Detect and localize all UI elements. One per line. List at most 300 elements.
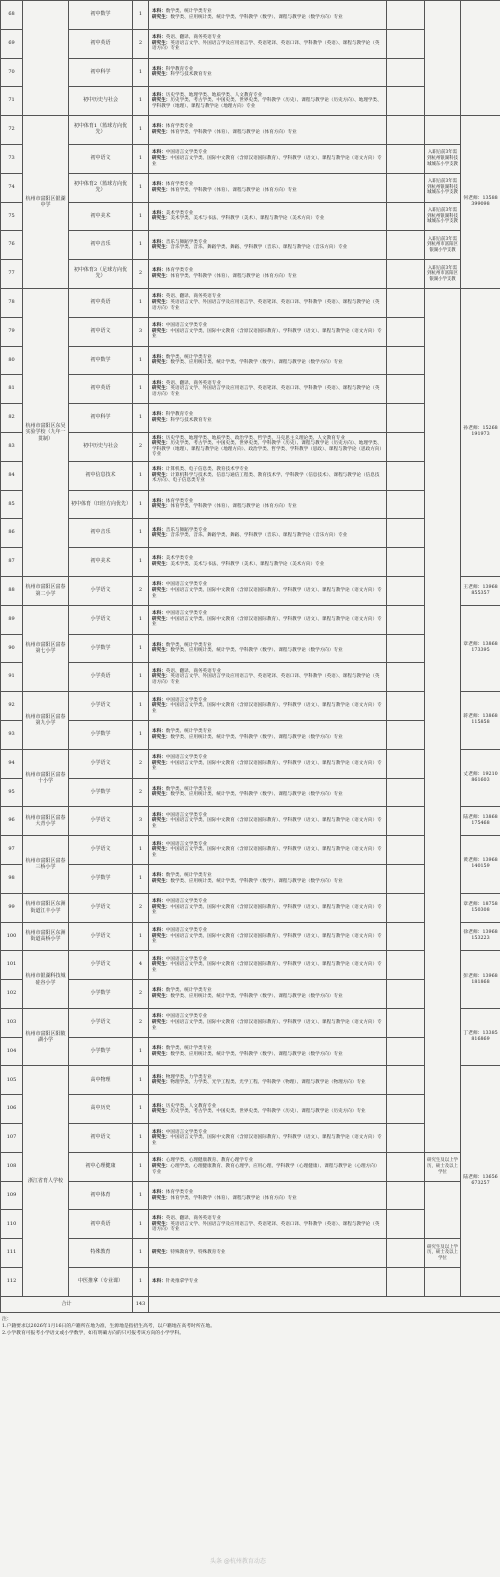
undergrad-label: 本科： [152,956,166,962]
school-name: 杭州市富阳区富春第九小学 [23,692,69,750]
major-requirement [149,404,387,433]
grad-label: 研究生： [152,562,171,568]
grad-majors: 数学类、应用统计类、统计学类、学科教学（数学）、课程与教学论（数学方向）专业 [170,993,343,999]
grad-majors: 中国语言文学类、国际中文教育（含原汉语国际教育）、学科教学（语文）、课程与教学论（语文方向）专业 [152,156,382,167]
remark: 研究生及以上学历，硕士及以上学位 [425,1152,461,1181]
major-requirement [149,778,387,807]
hire-count: 1 [133,1210,149,1239]
row-number: 78 [1,288,23,317]
major-requirement [149,576,387,605]
grad-label: 研究生： [152,760,171,766]
other-condition [387,461,425,490]
contact-info: 丁老师：13385816869 [461,1008,500,1066]
grad-majors: 数学类、应用统计类、统计学类、学科教学（数学）、课程与教学论（数学方向）专业 [170,14,343,20]
hire-count: 2 [133,1008,149,1037]
subject-name: 小学数学 [69,980,133,1009]
undergrad-label: 本科： [152,380,166,386]
subject-name: 高中物理 [69,1066,133,1095]
hire-count: 1 [133,1268,149,1297]
undergrad-label: 本科： [152,642,166,648]
major-requirement [149,1037,387,1066]
contact-info: 徐老师：13968153223 [461,922,500,951]
undergrad-label: 本科： [152,150,166,156]
grad-majors: 中国语言文学类、国际中文教育（含原汉语国际教育）、学科教学（语文）、课程与教学论（语文方向）专业 [152,1019,382,1031]
grad-label: 研究生： [152,1221,171,1227]
major-requirement [149,317,387,346]
grad-majors: 中国语言文学类、国际中文教育（含原汉语国际教育）、学科教学（语文）、课程与教学论（语文方向）专业 [152,962,382,973]
other-condition [387,346,425,375]
hire-count: 1 [133,836,149,865]
other-condition [387,749,425,778]
grad-majors: 中国语言文学类、国际中文教育（含原汉语国际教育）、学科教学（语文）、课程与教学论（语文方向）专业 [152,904,382,916]
table-row [1,144,500,173]
other-condition [387,375,425,404]
subject-name: 初中体育2（篮球方向优先） [69,173,133,202]
other-condition [387,836,425,865]
major-requirement [149,29,387,58]
major-requirement [149,1095,387,1124]
undergrad-majors: 中国语言文学类专业 [165,611,208,617]
hire-count: 2 [133,29,149,58]
other-condition [387,288,425,317]
undergrad-majors: 数学类、统计学类专业 [165,729,212,735]
major-requirement [149,1181,387,1210]
subject-name: 初中体育（田径方向优先） [69,490,133,519]
undergrad-label: 本科： [152,412,166,418]
subject-name: 初中科学 [69,404,133,433]
other-condition [387,576,425,605]
other-condition [387,1037,425,1066]
other-condition [387,87,425,116]
other-condition [387,807,425,836]
hire-count: 1 [133,144,149,173]
subject-name: 小学数学 [69,864,133,893]
grad-label: 研究生： [152,533,171,539]
undergrad-label: 本科： [152,988,166,994]
grad-label: 研究生： [152,245,171,251]
total-value: 143 [133,1296,149,1312]
undergrad-label: 本科： [152,812,166,818]
undergrad-majors: 中国语言文学类专业 [165,928,208,933]
table-row [1,231,500,260]
grad-label: 研究生： [152,847,171,853]
other-condition [387,1124,425,1153]
grad-majors: 数学类、应用统计类、统计学类、学科教学（数学）、课程与教学论（数学方向）专业 [170,878,343,884]
major-requirement [149,231,387,260]
undergrad-majors: 音乐与舞蹈学类专业 [165,527,208,533]
row-number: 96 [1,807,23,836]
undergrad-label: 本科： [152,9,166,15]
other-condition [387,29,425,58]
grad-label: 研究生： [152,1135,171,1141]
other-condition [387,1,425,30]
remark: 入职后前3年需到杭州银湖科技城城东小学支教 [425,202,461,231]
grad-label: 研究生： [152,504,171,510]
undergrad-majors: 历史学类、人文教育专业 [165,1103,217,1109]
row-number: 86 [1,519,23,548]
other-condition [387,490,425,519]
grad-label: 研究生： [152,40,171,46]
grad-label: 研究生： [152,993,171,999]
school-name: 杭州市富阳区富春十小学 [23,749,69,807]
hire-count: 1 [133,634,149,663]
grad-label: 研究生： [152,1109,171,1115]
other-condition [387,864,425,893]
row-number: 110 [1,1210,23,1239]
grad-majors: 科学与技术教育专业 [170,418,212,424]
subject-name: 小学语文 [69,1008,133,1037]
grad-label: 研究生： [152,441,171,447]
row-number: 81 [1,375,23,404]
hire-count: 1 [133,490,149,519]
row-number: 71 [1,87,23,116]
row-number: 88 [1,576,23,605]
major-requirement [149,288,387,317]
other-condition [387,922,425,951]
contact-info: 何老师：13588399098 [461,116,500,289]
grad-majors: 英语语言文学、外国语言学及应用语言学、英语笔译、英语口译、学科教学（英语）、课程与教学论（英语方向）专业 [152,674,380,686]
row-number: 98 [1,864,23,893]
undergrad-majors: 历史学类、地理学类、地质学类、人文教育专业 [165,92,263,98]
hire-count: 3 [133,807,149,836]
row-number: 77 [1,260,23,289]
grad-majors: 数学类、应用统计类、统计学类、学科教学（数学）、课程与教学论（数学方向）专业 [170,734,343,740]
school-name: 杭州市银湖科技城硅谷小学 [23,951,69,1009]
footnote-line: 注： [2,1316,12,1322]
major-requirement [149,1152,387,1181]
undergrad-majors: 音乐与舞蹈学类专业 [165,239,208,245]
hire-count: 1 [133,720,149,749]
major-requirement [149,1210,387,1239]
major-requirement [149,605,387,634]
total-label: 合计 [1,1296,133,1312]
undergrad-label: 本科： [152,611,166,617]
undergrad-label: 本科： [152,268,166,274]
remark [425,116,461,145]
hire-count: 1 [133,288,149,317]
other-condition [387,432,425,461]
undergrad-label: 本科： [152,755,166,761]
subject-name: 初中语文 [69,144,133,173]
row-number: 93 [1,720,23,749]
contact-info: 章老师：18758150308 [461,893,500,922]
hire-count: 1 [133,116,149,145]
major-requirement [149,692,387,721]
grad-majors: 体育学类、学科教学（体育）、课程与教学论（体育方向）专业 [170,130,297,136]
hire-count: 1 [133,1037,149,1066]
grad-label: 研究生： [152,360,171,366]
total-row [1,1296,500,1312]
subject-name: 特殊教育 [69,1239,133,1268]
other-condition [387,58,425,87]
table-row [1,116,500,145]
hire-count: 1 [133,864,149,893]
contact-info: 王老师：13968855357 [461,576,500,605]
remark: 入职后前3年需到杭州银湖科技城城东小学支教 [425,144,461,173]
subject-name: 小学语文 [69,576,133,605]
school-name: 杭州市富阳区东洲街道高桥小学 [23,922,69,951]
grad-label: 研究生： [152,878,171,884]
major-requirement [149,548,387,577]
major-requirement [149,980,387,1009]
undergrad-label: 本科： [152,182,166,188]
subject-name: 初中体育1（篮球方向优先） [69,116,133,145]
other-condition [387,202,425,231]
remark [425,1,461,116]
subject-name: 初中历史与社会 [69,87,133,116]
hire-count: 1 [133,404,149,433]
undergrad-majors: 物理学类、力学类专业 [165,1074,212,1080]
grad-label: 研究生： [152,1051,171,1057]
subject-name: 小学数学 [69,720,133,749]
hire-count: 1 [133,1,149,30]
hire-count: 2 [133,260,149,289]
undergrad-majors: 中国语言文学类专业 [165,150,208,156]
other-condition [387,1181,425,1210]
undergrad-label: 本科： [152,498,166,504]
subject-name: 初中英语 [69,29,133,58]
undergrad-label: 本科： [152,697,166,703]
subject-name: 初中英语 [69,1210,133,1239]
subject-name: 小学数学 [69,778,133,807]
undergrad-majors: 体育学类专业 [165,498,194,504]
row-number: 107 [1,1124,23,1153]
undergrad-label: 本科： [152,210,166,216]
hire-count: 1 [133,1066,149,1095]
grad-label: 研究生： [152,418,171,424]
row-number: 106 [1,1095,23,1124]
undergrad-majors: 中国语言文学类专业 [165,697,208,703]
row-number: 75 [1,202,23,231]
grad-majors: 历史学类、考古学类、中国史类、世界史类、学科教学（历史）、课程与教学论（历史方向）、地理学类、学科教学（地理）、课程与教学论（地理方向）、政治学类、哲学类、学科教学（思政）、课程与教学论（思政方向）专业 [152,441,382,458]
major-requirement [149,432,387,461]
undergrad-majors: 针灸推拿学专业 [165,1279,198,1285]
undergrad-label: 本科： [152,786,166,792]
subject-name: 初中语文 [69,317,133,346]
table-row [1,202,500,231]
major-requirement [149,1,387,30]
contact-info: 陆老师：13868175468 [461,807,500,836]
grad-majors: 数学类、应用统计类、统计学类、学科教学（数学）、课程与教学论（数学方向）专业 [170,1051,343,1057]
major-requirement [149,346,387,375]
hire-count: 2 [133,432,149,461]
undergrad-majors: 数学类、统计学类专业 [165,873,212,879]
grad-majors: 中国语言文学类、国际中文教育（含原汉语国际教育）、学科教学（语文）、课程与教学论（语文方向）专业 [152,760,382,772]
major-requirement [149,836,387,865]
grad-majors: 中国语言文学类、国际中文教育（含原汉语国际教育）、学科教学（语文）、课程与教学论（语文方向）专业 [152,933,382,945]
grad-majors: 体育学类、学科教学（体育）、课程与教学论（体育方向）专业 [170,274,297,280]
hire-count: 2 [133,980,149,1009]
other-condition [387,116,425,145]
other-condition [387,778,425,807]
subject-name: 初中美术 [69,548,133,577]
undergrad-majors: 体育学类专业 [165,268,194,274]
undergrad-label: 本科： [152,1129,166,1135]
contact-info: 孙老师：15268191973 [461,288,500,576]
row-number: 100 [1,922,23,951]
row-number: 104 [1,1037,23,1066]
grad-label: 研究生： [152,734,171,740]
other-condition [387,634,425,663]
hire-count: 1 [133,346,149,375]
other-condition [387,893,425,922]
undergrad-majors: 中国语言文学类专业 [165,899,208,905]
subject-name: 初中音乐 [69,231,133,260]
table-row [1,1239,500,1268]
row-number: 90 [1,634,23,663]
hire-count: 1 [133,173,149,202]
remark: 入职后前3年需到杭州银湖科技城城东小学支教 [425,173,461,202]
grad-majors: 体育学类、学科教学（体育）、课程与教学论（体育方向）专业 [170,504,297,510]
major-requirement [149,58,387,87]
remark [425,1268,461,1297]
major-requirement [149,893,387,922]
major-requirement [149,1239,387,1268]
subject-name: 小学数学 [69,1037,133,1066]
footnotes [2,1316,498,1337]
grad-label: 研究生： [152,72,171,78]
hire-count: 1 [133,1124,149,1153]
undergrad-majors: 体育学类专业 [165,182,194,188]
major-requirement [149,663,387,692]
grad-majors: 体育学类、学科教学（体育）、课程与教学论（体育方向）专业 [170,187,297,193]
undergrad-label: 本科： [152,435,166,441]
subject-name: 初中心理健康 [69,1152,133,1181]
undergrad-majors: 美术学类专业 [165,210,194,216]
grad-majors: 心理学类、心理健康教育、教育心理学、应用心理、学科教学（心理健康）、课程与教学论（心理方向）专业 [152,1163,380,1175]
other-condition [387,980,425,1009]
grad-label: 研究生： [152,904,171,910]
hire-count: 1 [133,692,149,721]
undergrad-majors: 心理学类、心理健康教育、教育心理学专业 [165,1158,254,1164]
other-condition [387,173,425,202]
other-condition [387,605,425,634]
major-requirement [149,87,387,116]
other-condition [387,231,425,260]
hire-count: 1 [133,375,149,404]
undergrad-label: 本科： [152,354,166,360]
grad-majors: 中国语言文学类、国际中文教育（含原汉语国际教育）、学科教学（语文）、课程与教学论（语文方向）专业 [152,847,382,858]
grad-majors: 英语语言文学、外国语言学及应用语言学、英语笔译、英语口译、学科教学（英语）、课程与教学论（英语方向）专业 [152,386,380,398]
grad-label: 研究生： [152,98,171,104]
undergrad-majors: 英语、翻译、商务英语专业 [165,1215,221,1221]
major-requirement [149,375,387,404]
major-requirement [149,807,387,836]
major-requirement [149,634,387,663]
hire-count: 3 [133,317,149,346]
grad-label: 研究生： [152,1080,171,1086]
other-condition [387,1268,425,1297]
undergrad-label: 本科： [152,1158,166,1164]
grad-majors: 中国语言文学类、国际中文教育（含原汉语国际教育）、学科教学（语文）、课程与教学论（语文方向）专业 [152,818,382,829]
grad-label: 研究生： [152,216,171,222]
contact-info: 章老师：13868173395 [461,605,500,691]
grad-majors: 中国语言文学类、国际中文教育（含原汉语国际教育）、学科教学（语文）、课程与教学论（语文方向）专业 [152,1135,382,1146]
table-row [1,1181,500,1210]
table-row [1,288,500,317]
row-number: 68 [1,1,23,30]
subject-name: 初中历史与社会 [69,432,133,461]
hire-count: 1 [133,58,149,87]
row-number: 85 [1,490,23,519]
undergrad-label: 本科： [152,582,166,588]
grad-label: 研究生： [152,818,171,824]
row-number: 94 [1,749,23,778]
undergrad-majors: 数学类、统计学类专业 [165,786,212,792]
other-condition [387,663,425,692]
undergrad-majors: 美术学类专业 [165,556,194,562]
hire-count: 1 [133,1095,149,1124]
hire-count: 2 [133,893,149,922]
row-number: 76 [1,231,23,260]
undergrad-label: 本科： [152,124,166,130]
grad-label: 研究生： [152,274,171,280]
row-number: 109 [1,1181,23,1210]
contact-info: 陆老师：13656673257 [461,1066,500,1296]
undergrad-label: 本科： [152,467,166,473]
subject-name: 小学语文 [69,836,133,865]
major-requirement [149,519,387,548]
grad-majors: 英语语言文学、外国语言学及应用语言学、英语笔译、英语口译、学科教学（英语）、课程与教学论（英语方向）专业 [152,40,380,52]
undergrad-label: 本科： [152,1045,166,1051]
grad-majors: 中国语言文学类、国际中文教育（含原汉语国际教育）、学科教学（语文）、课程与教学论（语文方向）专业 [152,328,382,340]
undergrad-majors: 英语、翻译、商务英语专业 [165,35,221,41]
grad-majors: 计算机科学与技术类、信息与通信工程类、教育技术学、学科教学（信息技术）、课程与教学论（信息技术方向）、电子信息类专业 [152,472,380,484]
subject-name: 初中语文 [69,1124,133,1153]
grad-label: 研究生： [152,386,171,392]
grad-majors: 音乐学类、音乐、舞蹈学类、舞蹈、学科教学（音乐）、课程与教学论（音乐方向）专业 [170,245,348,251]
undergrad-majors: 中国语言文学类专业 [165,812,208,818]
row-number: 112 [1,1268,23,1297]
undergrad-majors: 数学类、统计学类专业 [165,1045,212,1051]
grad-majors: 美术学类、美术与书法、学科教学（美术）、课程与教学论（美术方向）专业 [170,216,325,222]
subject-name: 初中科学 [69,58,133,87]
hire-count: 1 [133,1152,149,1181]
hire-count: 1 [133,461,149,490]
other-condition [387,548,425,577]
school-name: 浙江省育人学校 [23,1066,69,1296]
grad-majors: 中国语言文学类、国际中文教育（含原汉语国际教育）、学科教学（语文）、课程与教学论（语文方向）专业 [152,616,382,628]
remark [425,288,461,1152]
major-requirement [149,173,387,202]
undergrad-majors: 中国语言文学类专业 [165,956,208,962]
major-requirement [149,490,387,519]
other-condition [387,1066,425,1095]
grad-label: 研究生： [152,588,171,594]
other-condition [387,1008,425,1037]
major-requirement [149,749,387,778]
subject-name: 初中体育 [69,1181,133,1210]
hire-count: 1 [133,1181,149,1210]
grad-majors: 历史学类、考古学类、中国史类、世界史类、学科教学（历史）、课程与教学论（历史方向）专业 [170,1109,366,1115]
grad-label: 研究生： [152,328,171,334]
grad-label: 研究生： [152,1019,171,1025]
undergrad-label: 本科： [152,899,166,905]
contact-info [461,1,500,116]
other-condition [387,144,425,173]
row-number: 92 [1,692,23,721]
total-empty [149,1296,500,1312]
table-row [1,173,500,202]
remark: 入职后前3年需到杭州市富阳区银湖小学支教 [425,260,461,289]
school-name: 杭州市富阳区银湖中学 [23,116,69,289]
other-condition [387,1152,425,1181]
hire-count: 1 [133,922,149,951]
contact-info: 黄老师：13968140159 [461,836,500,894]
grad-majors: 科学与技术教育专业 [170,72,212,78]
subject-name: 小学英语 [69,663,133,692]
hire-count: 2 [133,749,149,778]
